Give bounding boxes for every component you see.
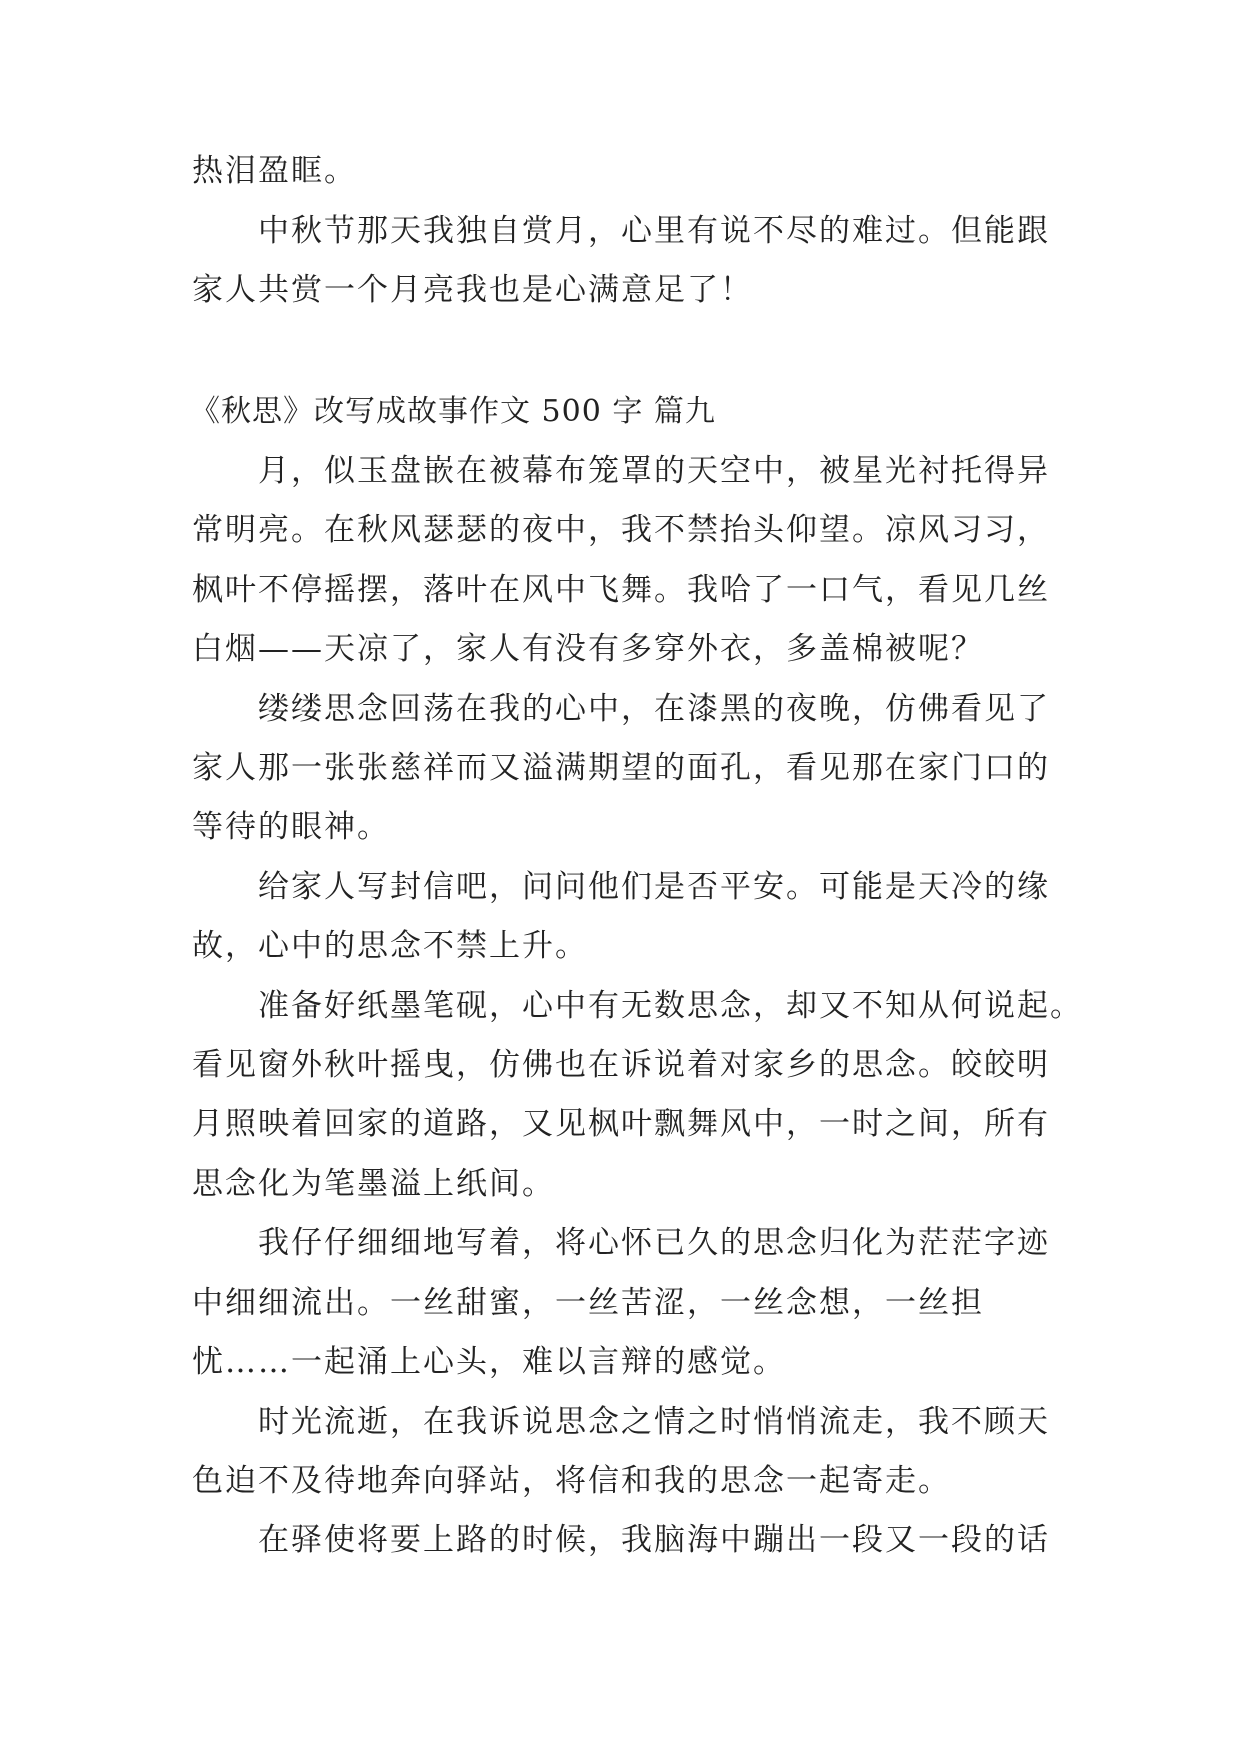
text-line: 在驿使将要上路的时候，我脑海中蹦出一段又一段的话 [192, 1522, 1050, 1558]
text-line: 色迫不及待地奔向驿站，将信和我的思念一起寄走。 [192, 1463, 951, 1499]
text-line: 白烟——天凉了，家人有没有多穿外衣，多盖棉被呢？ [192, 631, 984, 667]
text-line: 中细细流出。一丝甜蜜，一丝苦涩，一丝念想，一丝担 [192, 1285, 984, 1321]
text-line: 中秋节那天我独自赏月，心里有说不尽的难过。但能跟 [192, 213, 1050, 249]
text-line: 枫叶不停摇摆，落叶在风中飞舞。我哈了一口气，看见几丝 [192, 572, 1050, 608]
text-line: 故，心中的思念不禁上升。 [192, 928, 588, 964]
text-line: 等待的眼神。 [192, 809, 390, 845]
text-line: 忧……一起涌上心头，难以言辩的感觉。 [192, 1344, 786, 1380]
section-heading: 《秋思》改写成故事作文 500 字 篇九 [190, 394, 716, 429]
text-line: 月，似玉盘嵌在被幕布笼罩的天空中，被星光衬托得异 [192, 453, 1050, 489]
text-line: 缕缕思念回荡在我的心中，在漆黑的夜晚，仿佛看见了 [192, 691, 1050, 727]
text-line: 热泪盈眶。 [192, 153, 357, 189]
text-line: 月照映着回家的道路，又见枫叶飘舞风中，一时之间，所有 [192, 1106, 1050, 1142]
text-line: 我仔仔细细地写着，将心怀已久的思念归化为茫茫字迹 [192, 1225, 1050, 1261]
text-line: 时光流逝，在我诉说思念之情之时悄悄流走，我不顾天 [192, 1404, 1050, 1440]
text-line: 给家人写封信吧，问问他们是否平安。可能是天冷的缘 [192, 869, 1050, 905]
text-line: 常明亮。在秋风瑟瑟的夜中，我不禁抬头仰望。凉风习习， [192, 512, 1050, 548]
text-line: 看见窗外秋叶摇曳，仿佛也在诉说着对家乡的思念。皎皎明 [192, 1047, 1050, 1083]
text-line: 家人那一张张慈祥而又溢满期望的面孔，看见那在家门口的 [192, 750, 1050, 786]
text-line: 思念化为笔墨溢上纸间。 [192, 1166, 555, 1202]
text-line: 准备好纸墨笔砚，心中有无数思念，却又不知从何说起。 [192, 988, 1083, 1024]
text-line: 家人共赏一个月亮我也是心满意足了！ [192, 272, 753, 308]
